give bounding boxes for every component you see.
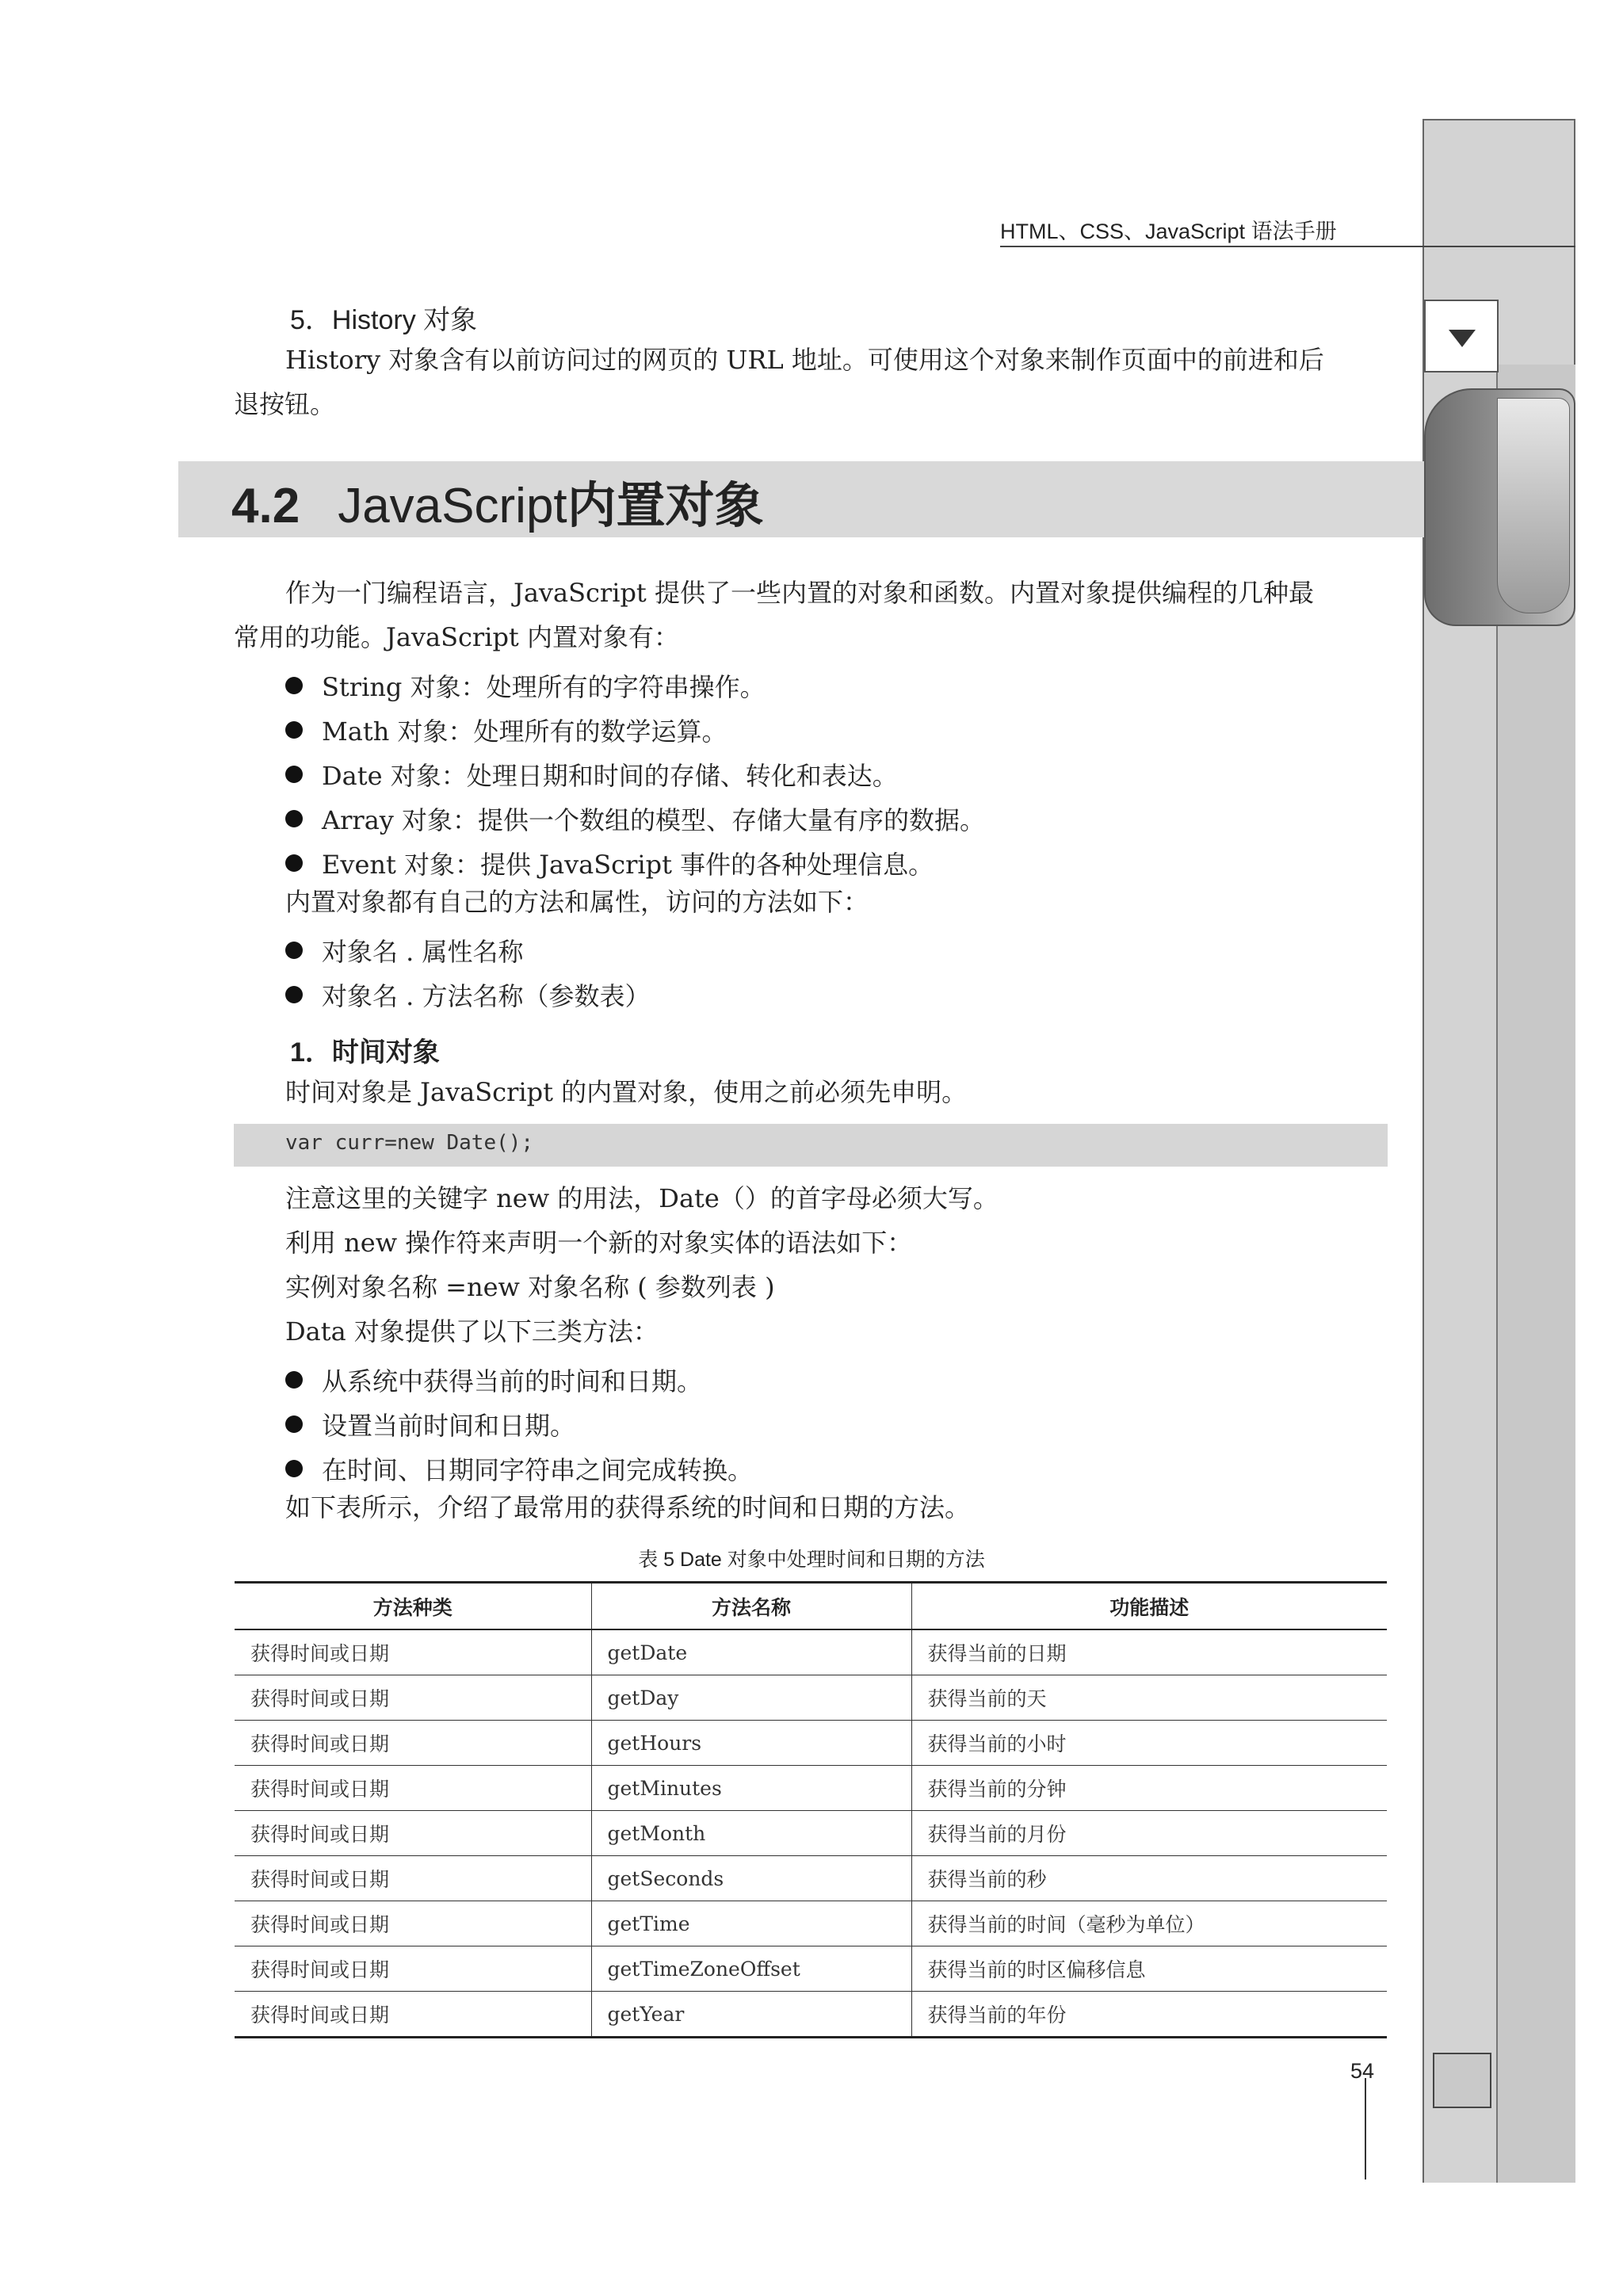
method-description-cell: 获得当前的天 [911,1675,1387,1721]
note-line4: Data 对象提供了以下三类方法： [285,1316,659,1347]
history-heading: 5．History 对象 [290,305,478,335]
list-item [285,1406,575,1442]
header-rule [1000,246,1575,247]
page-number: 54 [1350,2059,1375,2083]
column-header: 功能描述 [911,1583,1387,1630]
method-name-cell: getHours [591,1721,911,1766]
chapter-down-marker [1424,300,1499,372]
intro-line1: 作为一门编程语言，JavaScript 提供了一些内置的对象和函数。内置对象提供编程的几种最 [285,578,1314,608]
bullet-dot-icon [285,766,303,783]
section-title-latin: JavaScript [338,479,567,533]
list-item-text: 在时间、日期同字符串之间完成转换。 [322,1455,754,1485]
running-header: HTML、CSS、JavaScript 语法手册 [1000,220,1337,243]
page-vertical-rule [1365,2078,1366,2179]
triangle-down-icon [1449,330,1476,347]
list-item-text: Array 对象：提供一个数组的模型、存储大量有序的数据。 [322,805,986,835]
date-methods-table [235,1581,1387,2038]
table-body [235,1629,1387,2038]
method-description-cell: 获得当前的小时 [911,1721,1387,1766]
table-header-row [235,1583,1387,1630]
table-row [235,1856,1387,1901]
note-line5: 如下表所示，介绍了最常用的获得系统的时间和日期的方法。 [285,1492,971,1522]
list-item-text: 从系统中获得当前的时间和日期。 [322,1366,703,1396]
method-name-cell: getDate [591,1629,911,1675]
column-header: 方法种类 [235,1583,591,1630]
method-name-cell: getTime [591,1901,911,1946]
list-item-text: String 对象：处理所有的字符串操作。 [322,672,766,702]
code-line: var curr=new Date(); [285,1131,534,1155]
method-category-cell: 获得时间或日期 [235,1766,591,1811]
method-description-cell: 获得当前的时区偏移信息 [911,1946,1387,1992]
table-caption: 表 5 Date 对象中处理时间和日期的方法 [638,1549,985,1571]
table-row [235,1675,1387,1721]
page-corner-square [1433,2053,1491,2108]
bullet-dot-icon [285,1460,303,1477]
list-item [285,976,651,1013]
table-row [235,1992,1387,2038]
method-description-cell: 获得当前的月份 [911,1811,1387,1856]
list-item-text: 设置当前时间和日期。 [322,1411,576,1441]
history-text-line1: History 对象含有以前访问过的网页的 URL 地址。可使用这个对象来制作页面中的前进和后 [285,345,1324,375]
chapter-tab-graphic [1424,388,1575,626]
section-number: 4.2 [231,479,300,533]
table-row [235,1946,1387,1992]
bullet-dot-icon [285,942,303,959]
bullet-dot-icon [285,1415,303,1433]
method-name-cell: getTimeZoneOffset [591,1946,911,1992]
table-row [235,1811,1387,1856]
method-description-cell: 获得当前的时间（毫秒为单位） [911,1901,1387,1946]
bullet-dot-icon [285,810,303,827]
table-row [235,1766,1387,1811]
method-category-cell: 获得时间或日期 [235,1811,591,1856]
method-name-cell: getYear [591,1992,911,2038]
list-item [285,1362,702,1398]
access-text: 内置对象都有自己的方法和属性，访问的方法如下： [285,887,869,917]
method-category-cell: 获得时间或日期 [235,1856,591,1901]
list-item-text: Date 对象：处理日期和时间的存储、转化和表达。 [322,761,898,791]
method-name-cell: getSeconds [591,1856,911,1901]
bullet-dot-icon [285,854,303,872]
note-line1: 注意这里的关键字 new 的用法，Date（）的首字母必须大写。 [285,1183,999,1213]
section-title [231,466,764,537]
bullet-dot-icon [285,1371,303,1389]
method-description-cell: 获得当前的年份 [911,1992,1387,2038]
side-strip-inner [1496,365,1575,2183]
section-title-cjk: 内置对象 [567,479,764,533]
list-item-text: 对象名 . 属性名称 [322,937,524,967]
column-header: 方法名称 [591,1583,911,1630]
method-name-cell: getDay [591,1675,911,1721]
method-description-cell: 获得当前的分钟 [911,1766,1387,1811]
list-item [285,756,898,793]
history-text-line2: 退按钮。 [234,389,336,419]
list-item [285,932,524,968]
method-category-cell: 获得时间或日期 [235,1946,591,1992]
bullet-dot-icon [285,677,303,694]
intro-line2: 常用的功能。JavaScript 内置对象有： [234,622,679,652]
list-item-text: Event 对象：提供 JavaScript 事件的各种处理信息。 [322,850,934,880]
bullet-dot-icon [285,721,303,739]
method-name-cell: getMinutes [591,1766,911,1811]
method-description-cell: 获得当前的日期 [911,1629,1387,1675]
method-description-cell: 获得当前的秒 [911,1856,1387,1901]
table-row [235,1901,1387,1946]
list-item [285,845,934,881]
list-item-text: Math 对象：处理所有的数学运算。 [322,716,727,747]
list-item [285,1450,753,1487]
time-object-line1: 时间对象是 JavaScript 的内置对象，使用之前必须先申明。 [285,1077,968,1107]
time-object-heading: 1．时间对象 [290,1037,440,1068]
bullet-dot-icon [285,986,303,1003]
list-item [285,667,766,704]
chapter-tab-highlight [1497,398,1570,613]
method-category-cell: 获得时间或日期 [235,1721,591,1766]
table-row [235,1629,1387,1675]
note-line2: 利用 new 操作符来声明一个新的对象实体的语法如下： [285,1228,913,1258]
method-category-cell: 获得时间或日期 [235,1992,591,2038]
list-item [285,712,727,748]
table-row [235,1721,1387,1766]
method-name-cell: getMonth [591,1811,911,1856]
note-line3: 实例对象名称 =new 对象名称 ( 参数列表 ) [285,1272,775,1302]
list-item-text: 对象名 . 方法名称（参数表） [322,981,651,1011]
method-category-cell: 获得时间或日期 [235,1901,591,1946]
list-item [285,800,985,837]
method-category-cell: 获得时间或日期 [235,1675,591,1721]
method-category-cell: 获得时间或日期 [235,1629,591,1675]
